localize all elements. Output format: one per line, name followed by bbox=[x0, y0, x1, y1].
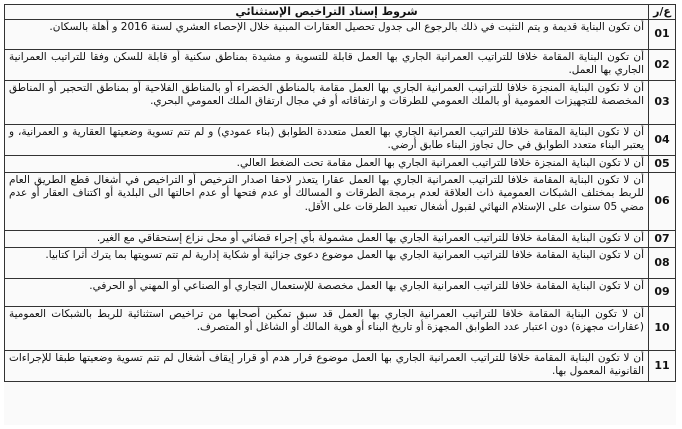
table-row bbox=[5, 350, 676, 381]
table-row bbox=[5, 172, 676, 230]
row-number: 10 bbox=[649, 306, 676, 350]
table-row bbox=[5, 124, 676, 155]
row-number: 11 bbox=[649, 350, 676, 381]
condition-text: أن لا تكون البناية المقامة خلافا للتراتيب العمرانية الجاري بها العمل متعددة الطوابق (بناء عمودي) و لم تتم تسوية وضعيتها العقارية و العمرانية، و يعتبر البناء متعدد الطوابق في حال تجاوز البناء طابق أرضي. bbox=[5, 124, 649, 155]
row-number: 05 bbox=[649, 155, 676, 172]
condition-text: أن لا تكون البناية المقامة خلافا للتراتيب العمرانية الجاري بها العمل موضوع دعوى جزائية أو شكاية إدارية لم تتم تسويتها بما يترك أثرا كتابيا. bbox=[5, 247, 649, 278]
table-row bbox=[5, 306, 676, 350]
row-number: 02 bbox=[649, 49, 676, 80]
condition-text: أن لا تكون البناية المقامة خلافا للتراتيب العمرانية الجاري بها العمل مخصصة للإستعمال التجاري أو الصناعي أو المهني أو الحرفي. bbox=[5, 278, 649, 306]
row-number: 04 bbox=[649, 124, 676, 155]
table-row bbox=[5, 230, 676, 247]
condition-text: أن لا تكون البناية المقامة خلافا للتراتيب العمرانية الجاري بها العمل مشمولة بأي إجراء قضائي أو محل نزاع إستحقاقي مع الغير. bbox=[5, 230, 649, 247]
row-number: 06 bbox=[649, 172, 676, 230]
row-number: 07 bbox=[649, 230, 676, 247]
conditions-table bbox=[4, 4, 676, 382]
document-page bbox=[4, 4, 676, 425]
condition-text: أن لا تكون البناية المنجزة خلافا للتراتيب العمرانية الجاري بها العمل مقامة بالمناطق الخضراء أو بالمناطق الفلاحية أو بمناطق التحجير أو المناطق المخصصة للتجهيزات العمومية أو بالملك العمومي للطرقات و ارتفاقاته أو في مجال ارتفاق الملك العمومي البحري. bbox=[5, 80, 649, 124]
table-header-row bbox=[5, 5, 676, 20]
condition-text: أن تكون البناية المقامة خلافا للتراتيب العمرانية الجاري بها العمل قابلة للتسوية و مشيدة بمناطق سكنية أو قابلة للسكن وفقا للتراتيب العمرانية الجاري بها العمل. bbox=[5, 49, 649, 80]
row-number: 09 bbox=[649, 278, 676, 306]
row-number: 03 bbox=[649, 80, 676, 124]
condition-text: أن تكون البناية قديمة و يتم التثبت في ذلك بالرجوع الى جدول تحصيل العقارات المبنية خلال الإحصاء العشري لسنة 2016 و أهلة بالسكان. bbox=[5, 19, 649, 49]
table-row bbox=[5, 19, 676, 49]
condition-text: أن لا تكون البناية المنجزة خلافا للتراتيب العمرانية الجاري بها العمل مقامة تحت الضغط العالي. bbox=[5, 155, 649, 172]
row-number: 01 bbox=[649, 19, 676, 49]
condition-text: أن لا تكون البناية المقامة خلافا للتراتيب العمرانية الجاري بها العمل عقارا يتعذر لاحقا اصدار الترخيص أو التراخيص في أشغال قطع الطريق العام للربط بمختلف الشبكات العمومية ذات العلاقة لعدم برمجة الطرقات و المسالك أو عدم فتحها أو عدم احالتها الى البلدية أو اكتناف العقار أو عدم مضي 05 سنوات على الإستلام النهائي لقبول أشغال تعبيد الطرقات على الأقل. bbox=[5, 172, 649, 230]
row-number: 08 bbox=[649, 247, 676, 278]
number-column-header: ع/ر bbox=[649, 5, 676, 20]
table-row bbox=[5, 80, 676, 124]
table-row bbox=[5, 49, 676, 80]
condition-text: أن لا تكون البناية المقامة خلافا للتراتيب العمرانية الجاري بها العمل موضوع قرار هدم أو قرار إيقاف أشغال لم تتم تسوية وضعيتها طبقا للإجراءات القانونية المعمول بها. bbox=[5, 350, 649, 381]
table-row bbox=[5, 278, 676, 306]
table-row bbox=[5, 247, 676, 278]
table-title: شروط إسناد التراخيص الإستثنائي bbox=[5, 5, 649, 20]
condition-text: أن لا تكون البناية المقامة خلافا للتراتيب العمرانية الجاري بها العمل قد سبق تمكين أصحابها من تراخيص استثنائية للربط بالشبكات العمومية (عقارات مجهزة) دون اعتبار عدد الطوابق المجهزة أو تاريخ البناء أو هوية المالك أو الشاغل أو المتصرف. bbox=[5, 306, 649, 350]
table-row bbox=[5, 155, 676, 172]
